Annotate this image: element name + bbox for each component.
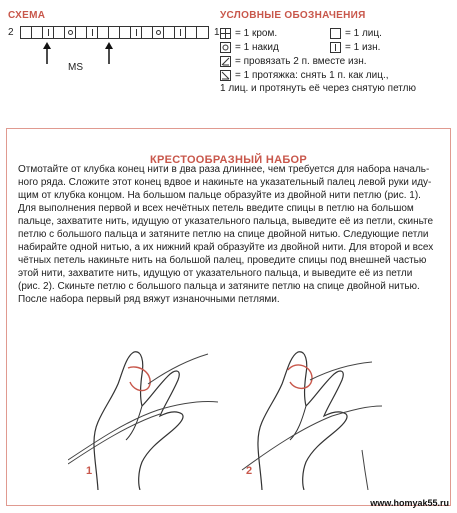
legend-text-skp-cont: 1 лиц. и протянуть её через снятую петлю bbox=[220, 83, 417, 94]
schema-cell-dash bbox=[175, 27, 186, 38]
repeat-end-arrow-icon bbox=[104, 42, 114, 64]
schema-cell-dash bbox=[43, 27, 54, 38]
legend-text-edge: = 1 кром. bbox=[235, 28, 278, 39]
schema-cell-empty bbox=[54, 27, 65, 38]
article-line: ного ряда. Сложите этот конец вдвое и накиньте на указательный палец левой руки иду- bbox=[18, 177, 432, 188]
schema-cell-empty bbox=[120, 27, 131, 38]
figure-2-hand-illustration bbox=[232, 340, 382, 490]
schema-row-number-right: 1 bbox=[214, 26, 220, 38]
schema-cell-empty bbox=[21, 27, 32, 38]
schema-cell-empty bbox=[142, 27, 153, 38]
schema-row bbox=[8, 25, 226, 39]
purl-stitch-icon bbox=[330, 42, 341, 53]
schema-cell-dot bbox=[153, 27, 164, 38]
schema-cell-empty bbox=[98, 27, 109, 38]
legend-text-purl: = 1 изн. bbox=[345, 42, 381, 53]
ms-label: MS bbox=[68, 62, 83, 73]
schema-cell-empty bbox=[76, 27, 87, 38]
k2tog-icon bbox=[220, 56, 231, 67]
schema-cell-empty bbox=[32, 27, 43, 38]
schema-block bbox=[8, 10, 220, 110]
legend-item-skp-cont bbox=[220, 83, 416, 94]
knit-stitch-icon bbox=[330, 28, 341, 39]
article-line: этой нити, захватите нить, идущую от указательного пальца, и выведите её из петли bbox=[18, 268, 413, 279]
legend-text-knit: = 1 лиц. bbox=[345, 28, 382, 39]
legend-item-knit bbox=[330, 28, 382, 39]
article-line: Для выполнения первой и всех нечётных петель введите спицы в петлю на большом bbox=[18, 203, 414, 214]
legend-item-purl bbox=[330, 42, 380, 53]
article-title: КРЕСТООБРАЗНЫЙ НАБОР bbox=[149, 154, 308, 166]
article-line: После набора первый ряд вяжут изнаночными петлями. bbox=[18, 294, 280, 305]
skp-icon bbox=[220, 70, 231, 81]
article-body bbox=[18, 163, 440, 306]
legend-text-skp: = 1 протяжка: снять 1 п. как лиц., bbox=[235, 70, 389, 81]
legend-text-yarn-over: = 1 накид bbox=[235, 42, 279, 53]
schema-grid bbox=[20, 26, 209, 39]
schema-cell-dash bbox=[87, 27, 98, 38]
repeat-start-arrow-icon bbox=[42, 42, 52, 64]
legend-text-k2tog: = провязать 2 п. вместе изн. bbox=[235, 56, 367, 67]
schema-row-number-left: 2 bbox=[8, 26, 14, 38]
article-line: пальце, захватите нить, идущую от указательного пальца, выведите её из петли, скиньте bbox=[18, 216, 434, 227]
schema-cell-empty bbox=[109, 27, 120, 38]
article-line: щим от клубка концом. На большом пальце образуйте из двойной нити петлю (рис. 1). bbox=[18, 190, 421, 201]
article-line: петлю с большого пальца и затяните петлю на спице двойной нитью. Следующие петли bbox=[18, 229, 429, 240]
article-line: набирайте одной нитью, а их нижний край образуйте из двойной нити. Для второй и всех bbox=[18, 242, 434, 253]
legend-item-yarn-over bbox=[220, 42, 279, 53]
schema-cell-empty bbox=[197, 27, 208, 38]
legend-item-edge bbox=[220, 28, 277, 39]
figure-2-label: 2 bbox=[246, 465, 253, 477]
legend-item-k2tog bbox=[220, 56, 367, 67]
schema-cell-empty bbox=[186, 27, 197, 38]
article-line: чётных петель накиньте нить на большой палец, проведите спицы под внешней частью bbox=[18, 255, 427, 266]
legend-title: УСЛОВНЫЕ ОБОЗНАЧЕНИЯ bbox=[220, 10, 366, 21]
schema-cell-dash bbox=[131, 27, 142, 38]
schema-cell-dot bbox=[65, 27, 76, 38]
article-line: (рис. 2). Скиньте петлю с большого пальца и затяните петлю на спице двойной нитью. bbox=[18, 281, 420, 292]
yarn-over-icon bbox=[220, 42, 231, 53]
schema-cell-empty bbox=[164, 27, 175, 38]
schema-title: СХЕМА bbox=[8, 10, 46, 21]
header-section bbox=[0, 0, 457, 112]
watermark: www.homyak55.ru bbox=[370, 498, 449, 508]
legend-item-skp bbox=[220, 70, 389, 81]
legend-block bbox=[220, 10, 450, 110]
edge-stitch-icon bbox=[220, 28, 231, 39]
article-line: Отмотайте от клубка конец нити в два раза длиннее, чем требуется для набора началь- bbox=[18, 164, 430, 175]
figure-1-label: 1 bbox=[86, 465, 93, 477]
